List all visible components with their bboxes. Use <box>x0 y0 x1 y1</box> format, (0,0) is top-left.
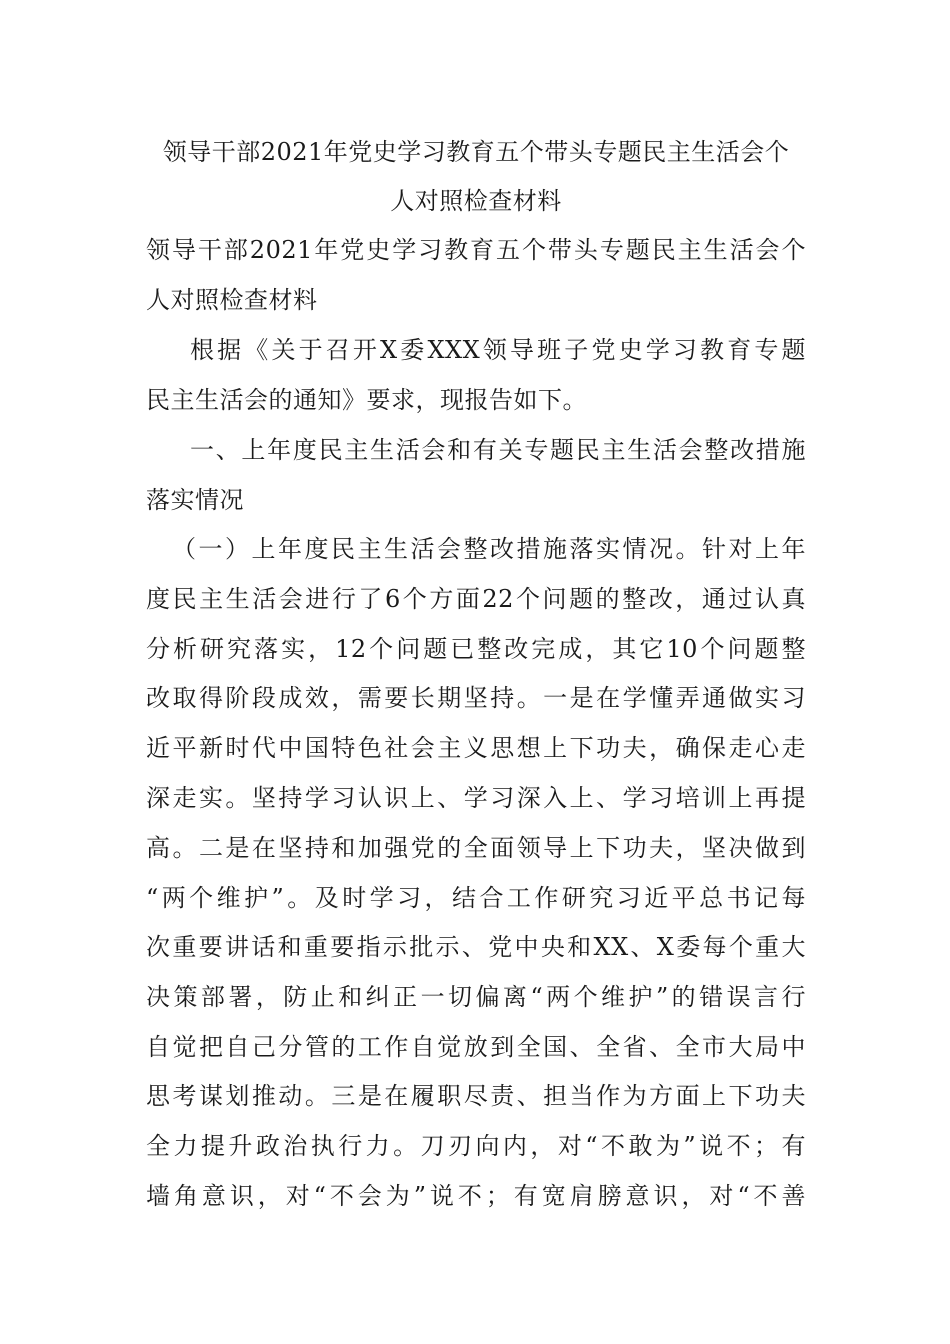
intro-paragraph-line-2: 民主生活会的通知》要求，现报告如下。 <box>146 386 587 414</box>
document-title-line-1: 领导干部2021年党史学习教育五个带头专题民主生活会个 <box>162 138 790 166</box>
body-line-4: 改取得阶段成效，需要长期坚持。一是在学懂弄通做实习 <box>146 684 806 712</box>
body-line-6: 深走实。坚持学习认识上、学习深入上、学习培训上再提 <box>146 784 806 812</box>
intro-paragraph-line-1: 根据《关于召开X委XXX领导班子党史学习教育专题 <box>190 336 806 364</box>
document-heading-line-1: 领导干部2021年党史学习教育五个带头专题民主生活会个 <box>146 236 806 264</box>
section-heading-line-1: 一、上年度民主生活会和有关专题民主生活会整改措施 <box>190 436 806 464</box>
body-line-1: （一）上年度民主生活会整改措施落实情况。针对上年 <box>172 535 806 563</box>
body-line-11: 自觉把自己分管的工作自觉放到全国、全省、全市大局中 <box>146 1033 806 1061</box>
document-heading-line-2: 人对照检查材料 <box>146 286 318 314</box>
body-line-14: 墙角意识，对“不会为”说不；有宽肩膀意识，对“不善 <box>146 1182 806 1210</box>
body-line-10: 决策部署，防止和纠正一切偏离“两个维护”的错误言行 <box>146 983 806 1011</box>
body-line-7: 高。二是在坚持和加强党的全面领导上下功夫，坚决做到 <box>146 834 806 862</box>
body-line-13: 全力提升政治执行力。刀刃向内，对“不敢为”说不；有 <box>146 1132 806 1160</box>
body-line-3: 分析研究落实，12个问题已整改完成，其它10个问题整 <box>146 635 806 663</box>
body-line-2: 度民主生活会进行了6个方面22个问题的整改，通过认真 <box>146 585 806 613</box>
body-line-12: 思考谋划推动。三是在履职尽责、担当作为方面上下功夫 <box>146 1082 806 1110</box>
body-line-5: 近平新时代中国特色社会主义思想上下功夫，确保走心走 <box>146 734 806 762</box>
body-line-8: “两个维护”。及时学习，结合工作研究习近平总书记每 <box>146 884 806 912</box>
document-title-line-2: 人对照检查材料 <box>390 187 562 215</box>
body-line-9: 次重要讲话和重要指示批示、党中央和XX、X委每个重大 <box>146 933 806 961</box>
section-heading-line-2: 落实情况 <box>146 486 244 514</box>
